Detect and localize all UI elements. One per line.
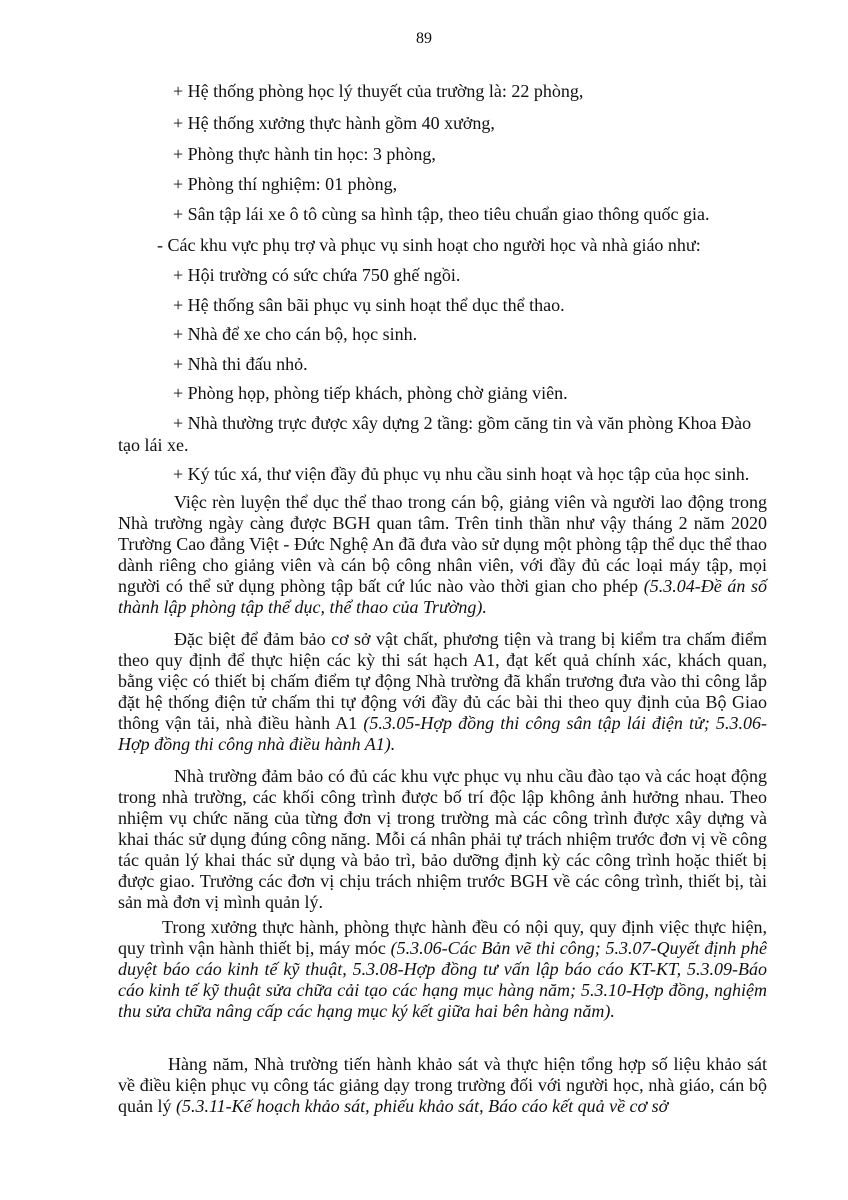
support-item: + Phòng họp, phòng tiếp khách, phòng chờ giảng viên.: [173, 383, 568, 403]
facility-item: + Sân tập lái xe ô tô cùng sa hình tập, theo tiêu chuẩn giao thông quốc gia.: [173, 204, 710, 224]
citation-survey: (5.3.11-Kế hoạch khảo sát, phiếu khảo sát, Báo cáo kết quả về cơ sở: [176, 1096, 669, 1116]
facility-item: + Hệ thống phòng học lý thuyết của trường là: 22 phòng,: [173, 81, 584, 101]
citation-exam: (5.3.05-Hợp đồng thi công sân tập lái điện tử; 5.3.06-Hợp đồng thi công nhà điều hành A1).: [118, 713, 767, 754]
duty-house-item: + Nhà thường trực được xây dựng 2 tầng: gồm căng tin và văn phòng Khoa Đào: [173, 413, 752, 433]
paragraph-areas: [118, 766, 767, 913]
citation-workshop: (5.3.06-Các Bản vẽ thi công; 5.3.07-Quyết định phê duyệt báo cáo kinh tế kỹ thuật, 5.3.08-Hợp đồng tư vấn lập báo cáo KT-KT, 5.3.09-Báo cáo kinh tế kỹ thuật sửa chữa cải tạo các hạng mục hàng năm; 5.3.10-Hợp đồng, nghiệm thu sửa chữa nâng cấp các hạng mục ký kết giữa hai bên hàng năm).: [118, 938, 768, 1021]
citation-sports: (5.3.04-Đề án số thành lập phòng tập thể dục, thể thao của Trường).: [118, 576, 767, 617]
support-heading: - Các khu vực phụ trợ và phục vụ sinh hoạt cho người học và nhà giáo như:: [157, 235, 701, 255]
paragraph-areas-text: Nhà trường đảm bảo có đủ các khu vực phục vụ nhu cầu đào tạo và các hoạt động trong nhà trường, các khối công trình được bố trí độc lập không ảnh hưởng nhau. Theo nhiệm vụ chức năng của từng đơn vị trong trường mà các công trình được xây dựng và khai thác sử dụng đúng công năng. Mỗi cá nhân phải tự trách nhiệm trước đơn vị về công tác quản lý khai thác sử dụng và bảo trì, bảo dưỡng định kỳ các công trình hoặc thiết bị được giao. Trưởng các đơn vị chịu trách nhiệm trước BGH về các công trình, thiết bị, tài sản mà đơn vị mình quản lý.: [118, 766, 767, 912]
page-number: 89: [416, 30, 432, 47]
paragraph-workshop: [118, 917, 767, 1022]
support-item: + Hệ thống sân bãi phục vụ sinh hoạt thể dục thể thao.: [173, 295, 565, 315]
support-item: + Nhà thi đấu nhỏ.: [173, 354, 308, 374]
duty-house-item-cont: tạo lái xe.: [118, 435, 189, 455]
paragraph-sports: [118, 492, 767, 618]
facility-item: + Phòng thí nghiệm: 01 phòng,: [173, 174, 398, 194]
dormitory-item: + Ký túc xá, thư viện đầy đủ phục vụ nhu cầu sinh hoạt và học tập của học sinh.: [173, 464, 750, 484]
facility-item: + Hệ thống xưởng thực hành gồm 40 xưởng,: [173, 113, 495, 133]
paragraph-workshop-text: Trong xưởng thực hành, phòng thực hành đều có nội quy, quy định việc thực hiện, quy trình vận hành thiết bị, máy móc: [118, 917, 767, 958]
facility-item: + Phòng thực hành tin học: 3 phòng,: [173, 144, 436, 164]
paragraph-survey-text: Hàng năm, Nhà trường tiến hành khảo sát và thực hiện tổng hợp số liệu khảo sát về điều kiện phục vụ công tác giảng dạy trong trường đối với người học, nhà giáo, cán bộ quản lý: [118, 1054, 767, 1116]
paragraph-exam-text: Đặc biệt để đảm bảo cơ sở vật chất, phương tiện và trang bị kiểm tra chấm điểm theo quy định để thực hiện các kỳ thi sát hạch A1, đạt kết quả chính xác, khách quan, bằng việc có thiết bị chấm điểm tự động Nhà trường đã khẩn trương đưa vào thi công lắp đặt hệ thống điện tử chấm thi tự động với đầy đủ các bài thi theo quy định của Bộ Giao thông vận tải, nhà điều hành A1: [118, 629, 767, 733]
paragraph-sports-text: Việc rèn luyện thể dục thể thao trong cán bộ, giảng viên và người lao động trong Nhà trường ngày càng được BGH quan tâm. Trên tinh thần như vậy tháng 2 năm 2020 Trường Cao đẳng Việt - Đức Nghệ An đã đưa vào sử dụng một phòng tập thể dục thể thao dành riêng cho giảng viên và cán bộ công nhân viên, với đầy đủ các loại máy tập, mọi người có thể sử dụng phòng tập bất cứ lúc nào vào thời gian cho phép: [118, 492, 767, 596]
support-item: + Hội trường có sức chứa 750 ghế ngồi.: [173, 265, 461, 285]
paragraph-survey: [118, 1054, 767, 1117]
support-item: + Nhà để xe cho cán bộ, học sinh.: [173, 324, 418, 344]
paragraph-exam: [118, 629, 767, 755]
